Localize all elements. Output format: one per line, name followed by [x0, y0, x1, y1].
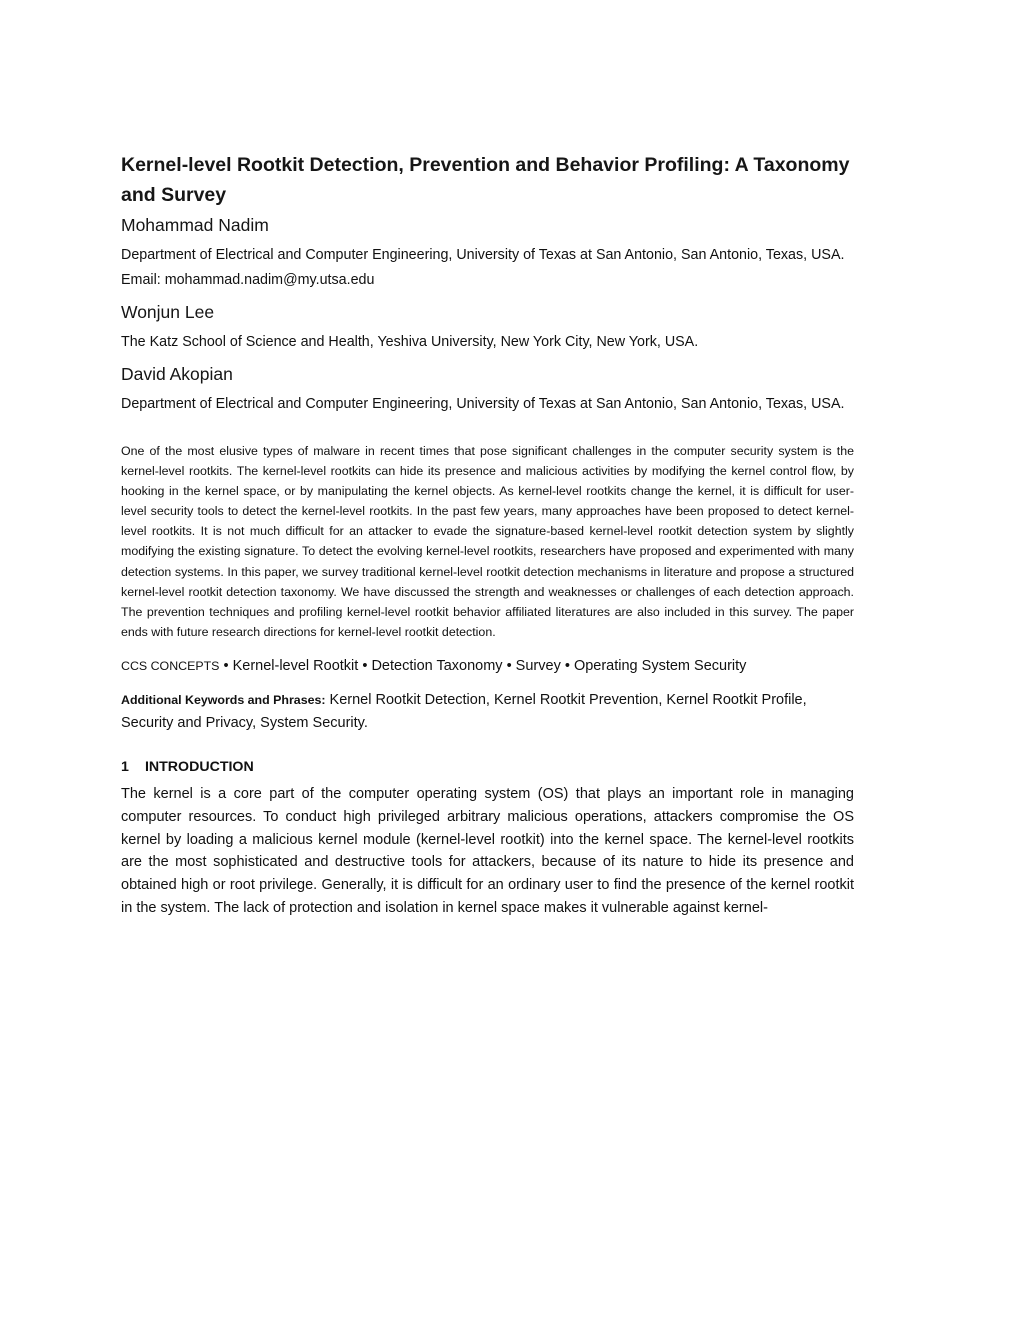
keywords-text: Kernel Rootkit Detection, Kernel Rootkit Prevention, Kernel Rootkit Profile, Security and Privacy, System Security.	[121, 691, 807, 731]
ccs-label: CCS CONCEPTS	[121, 658, 220, 673]
author-block-3	[121, 363, 854, 417]
author-name: Mohammad Nadim	[121, 215, 269, 235]
ccs-text: • Kernel-level Rootkit • Detection Taxonomy • Survey • Operating System Security	[223, 657, 747, 674]
author-affiliation: Department of Electrical and Computer Engineering, University of Texas at San Antonio, San Antonio, Texas, USA. Email: mohammad.nadim@my.utsa.edu	[121, 247, 845, 288]
section-title: INTRODUCTION	[144, 758, 254, 775]
author-name: Wonjun Lee	[121, 302, 215, 322]
author-block-2	[121, 301, 854, 355]
section-number: 1	[121, 758, 129, 775]
paper-title: Kernel-level Rootkit Detection, Prevention and Behavior Profiling: A Taxonomy and Survey	[121, 154, 850, 206]
author-name: David Akopian	[121, 364, 233, 384]
author-affiliation: The Katz School of Science and Health, Yeshiva University, New York City, New York, USA.	[121, 334, 699, 350]
section-body: The kernel is a core part of the computer operating system (OS) that plays an important role in managing computer resources. To conduct high privileged arbitrary malicious operations, attackers compromise the OS kernel by loading a malicious kernel module (kernel-level rootkit) into the kernel space. The kernel-level rootkits are the most sophisticated and destructive tools for attackers, because of its nature to hide its presence and obtained high or root privilege. Generally, it is difficult for an ordinary user to find the presence of the kernel rootkit in the system. The lack of protection and isolation in kernel space makes it vulnerable against kernel-	[121, 785, 854, 916]
ccs-concepts	[121, 656, 854, 676]
author-affiliation: Department of Electrical and Computer Engineering, University of Texas at San Antonio, San Antonio, Texas, USA.	[121, 396, 845, 412]
keywords-label: Additional Keywords and Phrases:	[121, 692, 326, 707]
section-heading	[121, 757, 854, 777]
author-block-1	[121, 214, 854, 293]
abstract: One of the most elusive types of malware in recent times that pose significant challenges in the computer security system is the kernel-level rootkits. The kernel-level rootkits can hide its presence and malicious activities by modifying the kernel control flow, by hooking in the kernel space, or by manipulating the kernel objects. As kernel-level rootkits change the kernel, it is difficult for user-level security tools to detect the kernel-level rootkits. In the past few years, many approaches have been proposed to detect kernel-level rootkits. It is not much difficult for an attacker to evade the signature-based kernel-level rootkit detection system by slightly modifying the existing signature. To detect the evolving kernel-level rootkits, researchers have proposed and experimented with many detection systems. In this paper, we survey traditional kernel-level rootkit detection mechanisms in literature and propose a structured kernel-level rootkit detection taxonomy. We have discussed the strength and weaknesses or challenges of each detection approach. The prevention techniques and profiling kernel-level rootkit behavior affiliated literatures are also included in this survey. The paper ends with future research directions for kernel-level rootkit detection.	[121, 444, 854, 639]
paper-page	[121, 150, 854, 920]
keywords	[121, 689, 854, 735]
